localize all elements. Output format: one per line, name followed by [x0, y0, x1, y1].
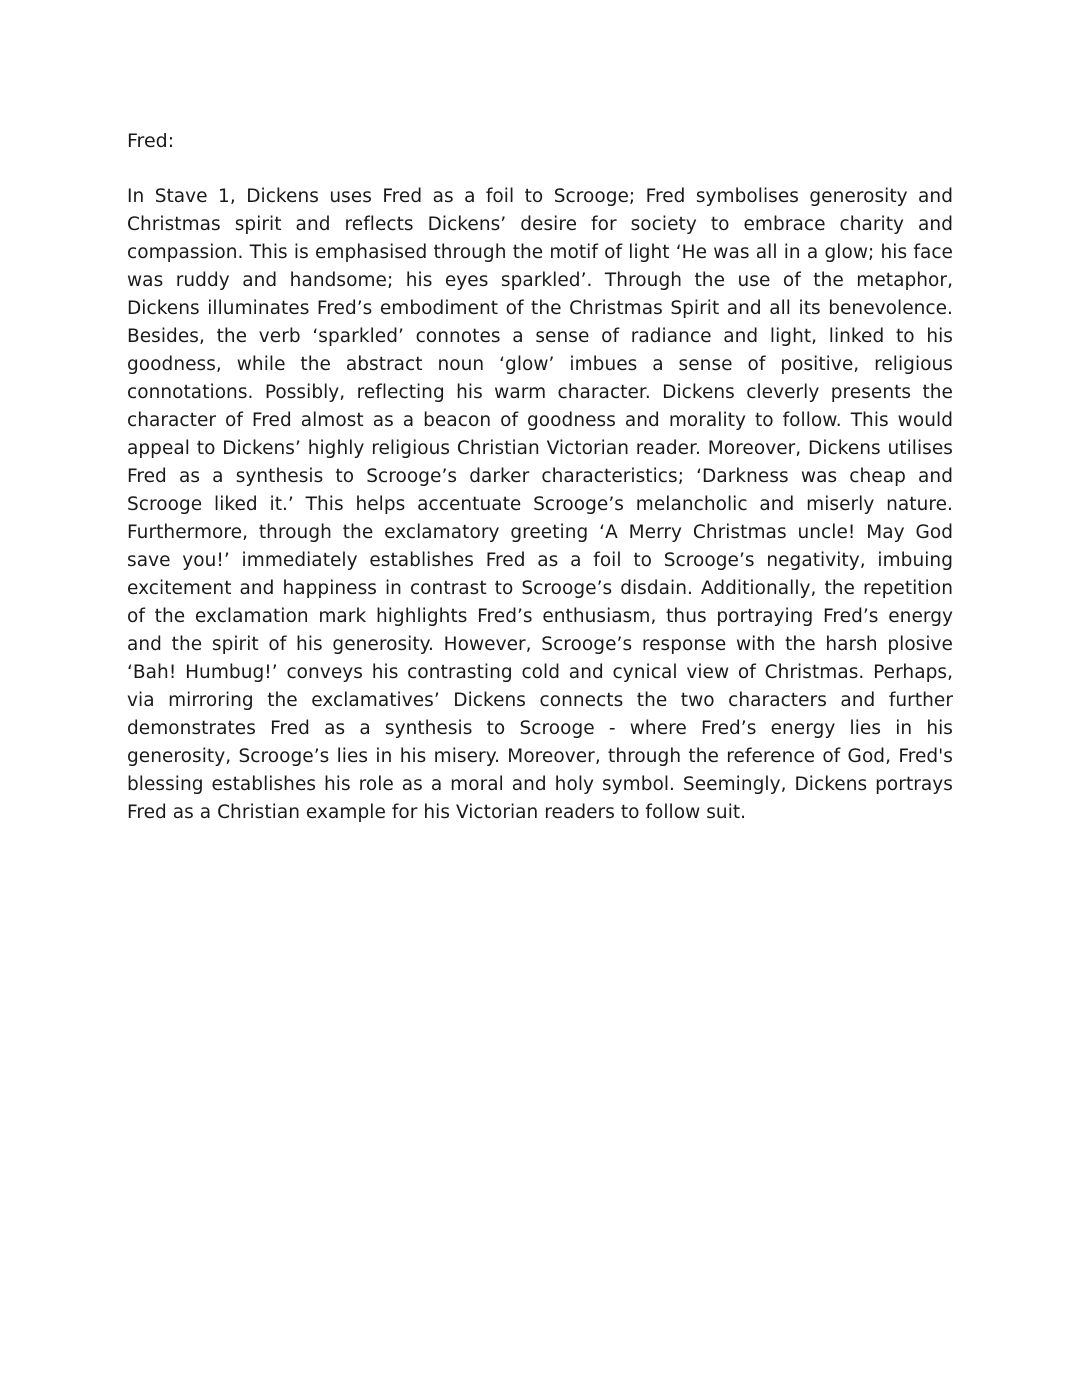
document-body — [127, 127, 953, 827]
section-heading: Fred: — [127, 130, 175, 152]
body-paragraph: In Stave 1, Dickens uses Fred as a foil to Scrooge; Fred symbolises generosity and Christmas spirit and reflects Dickens’ desire for society to embrace charity and compassion. This is emphasised through the motif of light ‘He was all in a glow; his face was ruddy and handsome; his eyes sparkled’. Through the use of the metaphor, Dickens illuminates Fred’s embodiment of the Christmas Spirit and all its benevolence. Besides, the verb ‘sparkled’ connotes a sense of radiance and light, linked to his goodness, while the abstract noun ‘glow’ imbues a sense of positive, religious connotations. Possibly, reflecting his warm character. Dickens cleverly presents the character of Fred almost as a beacon of goodness and morality to follow. This would appeal to Dickens’ highly religious Christian Victorian reader. Moreover, Dickens utilises Fred as a synthesis to Scrooge’s darker characteristics; ‘Darkness was cheap and Scrooge liked it.’ This helps accentuate Scrooge’s melancholic and miserly nature. Furthermore, through the exclamatory greeting ‘A Merry Christmas uncle! May God save you!’ immediately establishes Fred as a foil to Scrooge’s negativity, imbuing excitement and happiness in contrast to Scrooge’s disdain. Additionally, the repetition of the exclamation mark highlights Fred’s enthusiasm, thus portraying Fred’s energy and the spirit of his generosity. However, Scrooge’s response with the harsh plosive ‘Bah! Humbug!’ conveys his contrasting cold and cynical view of Christmas. Perhaps, via mirroring the exclamatives’ Dickens connects the two characters and further demonstrates Fred as a synthesis to Scrooge - where Fred’s energy lies in his generosity, Scrooge’s lies in his misery. Moreover, through the reference of God, Fred's blessing establishes his role as a moral and holy symbol. Seemingly, Dickens portrays Fred as a Christian example for his Victorian readers to follow suit. — [127, 186, 953, 823]
